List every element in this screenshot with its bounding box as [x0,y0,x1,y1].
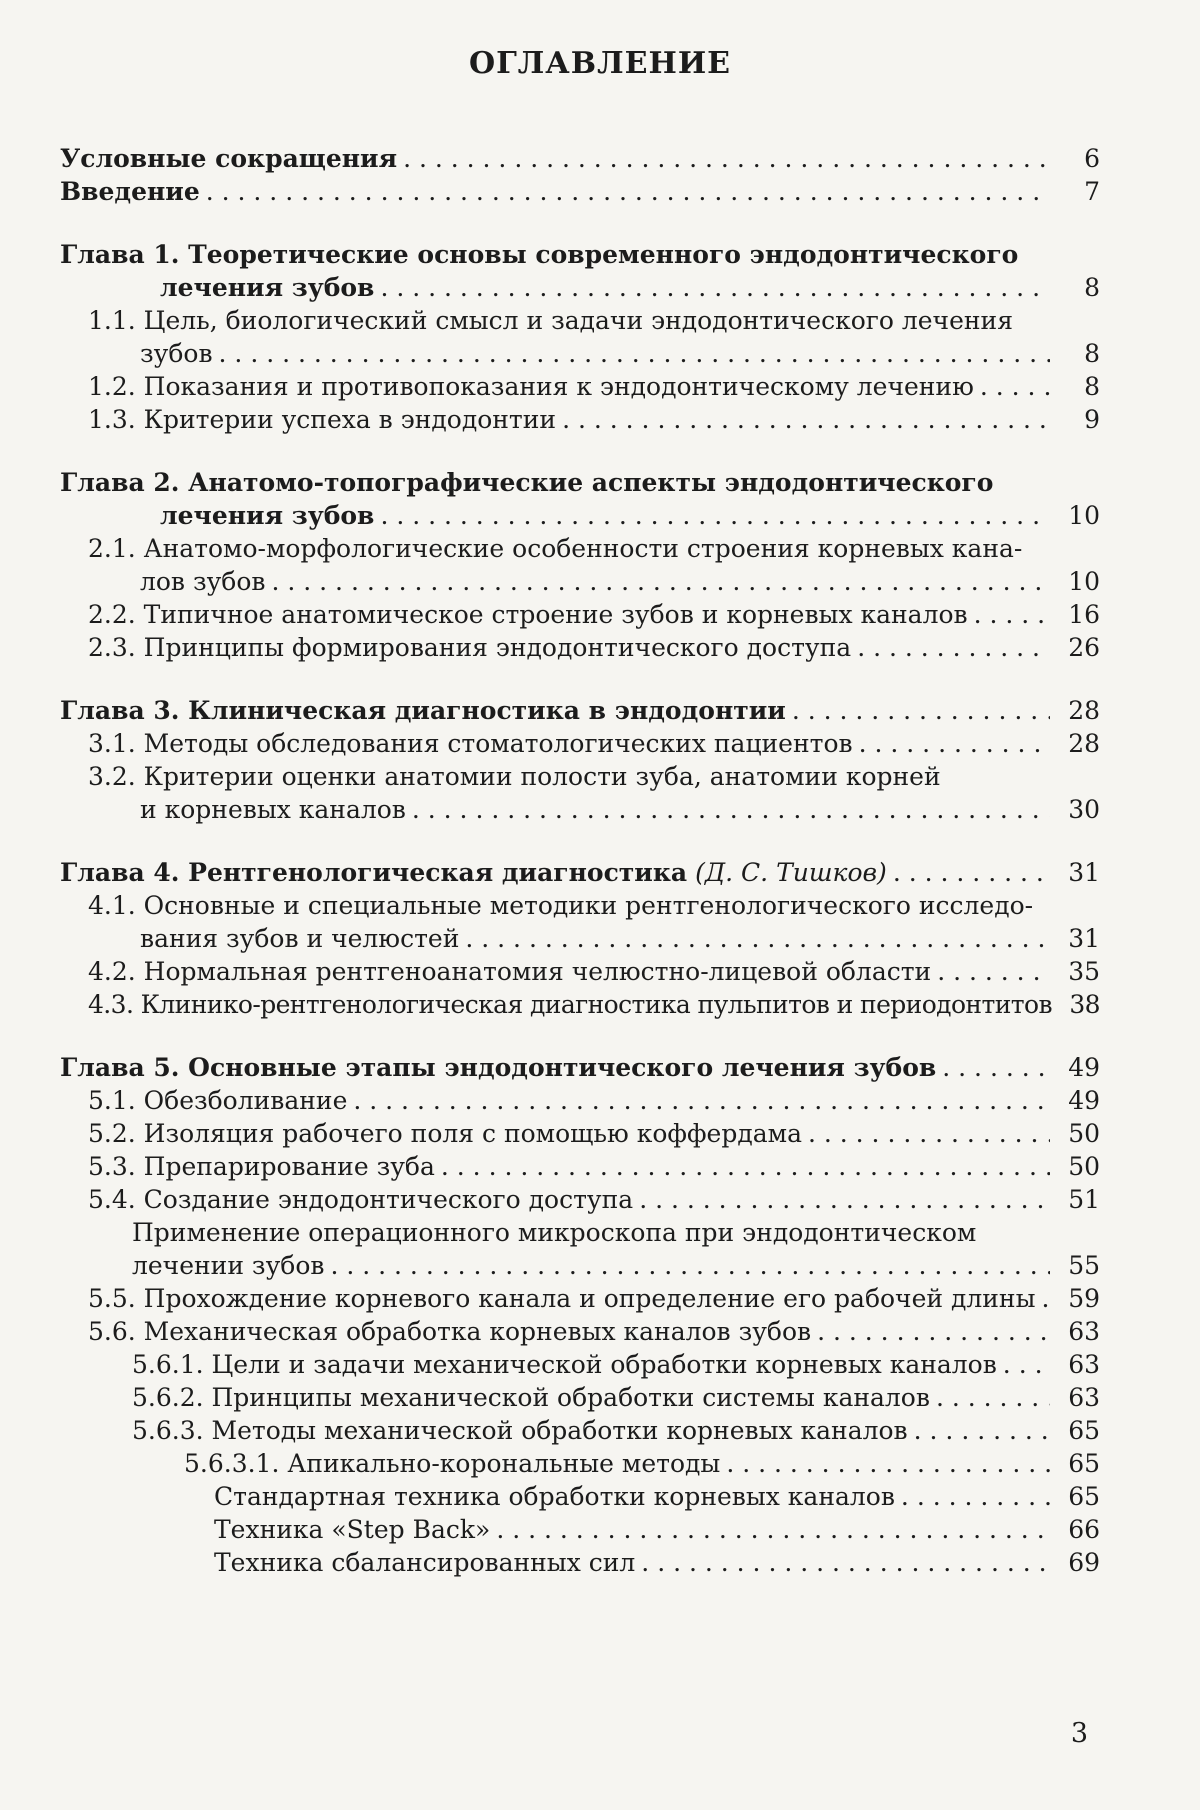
toc-item[interactable] [60,1315,1100,1348]
dot-leader [380,499,1050,532]
toc-entry-text: 5.6.3.1. Апикально-корональные методы [184,1449,721,1478]
dot-leader [857,631,1050,664]
toc-page-number: 28 [1068,696,1100,725]
toc-author: (Д. С. Тишков) [695,858,887,887]
toc-page-number: 63 [1068,1350,1100,1379]
toc-page-number: 7 [1084,177,1100,206]
toc-page-number: 16 [1068,600,1100,629]
toc-entry-text: 5.6.2. Принципы механической обработки системы каналов [132,1383,930,1412]
dot-leader [330,1249,1050,1282]
toc-chapter[interactable] [60,175,1100,208]
toc-page-number: 6 [1084,144,1100,173]
dot-leader [412,793,1050,826]
dot-leader [206,175,1050,208]
dot-leader [936,1381,1050,1414]
page-title: ОГЛАВЛЕНИЕ [468,46,732,81]
toc-entry-text: 4.1. Основные и специальные методики рентгенологического исследо- [88,891,1034,920]
toc-entry-text: зубов [140,339,213,368]
section-gap [60,664,1100,694]
toc-entry-text: Глава 5. Основные этапы эндодонтического лечения зубов [60,1053,937,1082]
toc-entry-text: 2.1. Анатомо-морфологические особенности строения корневых кана- [88,534,1023,563]
toc-page-number: 50 [1068,1152,1100,1181]
dot-leader [353,1084,1050,1117]
toc-page-number: 63 [1068,1317,1100,1346]
toc-item[interactable] [60,1447,1100,1480]
dot-leader [641,1546,1050,1579]
toc-item[interactable] [60,403,1100,436]
toc-page-number: 65 [1068,1416,1100,1445]
toc-entry-text: 5.2. Изоляция рабочего поля с помощью коффердама [88,1119,802,1148]
toc-entry-text: Глава 1. Теоретические основы современного эндодонтического [60,240,1019,269]
toc-entry-text: 5.1. Обезболивание [88,1086,348,1115]
toc-item[interactable] [60,760,1100,826]
toc-entry-text: 4.3. Клинико-рентгенологическая диагностика пульпитов и периодонтитов [88,990,1052,1019]
toc-entry-text: 3.2. Критерии оценки анатомии полости зуба, анатомии корней [88,762,941,791]
toc-page-number: 26 [1068,633,1100,662]
dot-leader [380,271,1050,304]
toc-item[interactable] [60,1513,1100,1546]
toc-entry-text: Глава 2. Анатомо-топографические аспекты эндодонтического [60,468,994,497]
toc-item[interactable] [60,631,1100,664]
toc-entry-text: 1.1. Цель, биологический смысл и задачи эндодонтического лечения [88,306,1013,335]
toc-page-number: 8 [1084,339,1100,368]
dot-leader [403,142,1050,175]
toc-entry-text: 1.2. Показания и противопоказания к эндодонтическому лечению [88,372,974,401]
section-gap [60,826,1100,856]
section-gap [60,436,1100,466]
toc-item[interactable] [60,1183,1100,1216]
toc-item[interactable] [60,598,1100,631]
toc-page-number: 31 [1068,858,1100,887]
toc-entry-text: Глава 3. Клиническая диагностика в эндодонтии [60,696,786,725]
toc-entry-text: 5.6.1. Цели и задачи механической обработки корневых каналов [132,1350,997,1379]
dot-leader [817,1315,1050,1348]
toc-chapter[interactable] [60,856,1100,889]
section-gap [60,1021,1100,1051]
dot-leader [639,1183,1050,1216]
toc-item[interactable] [60,1381,1100,1414]
toc-page-number: 8 [1084,273,1100,302]
toc-page-number: 69 [1068,1548,1100,1577]
toc-item[interactable] [60,1117,1100,1150]
toc-chapter[interactable] [60,694,1100,727]
table-of-contents [60,142,1100,1579]
toc-entry-text: Глава 4. Рентгенологическая диагностика [60,858,688,887]
toc-page-number: 59 [1068,1284,1100,1313]
dot-leader [792,694,1050,727]
toc-item[interactable] [60,1414,1100,1447]
toc-entry-text: Техника сбалансированных сил [214,1548,636,1577]
toc-page-number: 55 [1068,1251,1100,1280]
toc-entry-text: 5.5. Прохождение корневого канала и определение его рабочей длины [88,1284,1036,1313]
toc-entry-text: 5.4. Создание эндодонтического доступа [88,1185,634,1214]
toc-item[interactable] [60,955,1100,988]
toc-page-number: 49 [1068,1053,1100,1082]
toc-item[interactable] [60,1282,1100,1315]
toc-item[interactable] [60,727,1100,760]
toc-page-number: 63 [1068,1383,1100,1412]
dot-leader [562,403,1050,436]
dot-leader [1042,1282,1051,1315]
toc-entry-text: 1.3. Критерии успеха в эндодонтии [88,405,557,434]
toc-page-number: 51 [1068,1185,1100,1214]
toc-entry-text: 5.3. Препарирование зуба [88,1152,435,1181]
dot-leader [901,1480,1050,1513]
toc-entry-text: Техника «Step Back» [214,1515,491,1544]
toc-item[interactable] [60,1150,1100,1183]
dot-leader [893,856,1050,889]
toc-page-number: 30 [1068,795,1100,824]
toc-item[interactable] [60,988,1100,1021]
toc-entry-text: 5.6. Механическая обработка корневых каналов зубов [88,1317,812,1346]
toc-entry-text: лечения зубов [160,501,375,530]
dot-leader [942,1051,1050,1084]
toc-entry-text: 4.2. Нормальная рентгеноанатомия челюстно-лицевой области [88,957,932,986]
dot-leader [980,370,1050,403]
toc-page-number: 28 [1068,729,1100,758]
toc-page-number: 8 [1084,372,1100,401]
toc-item[interactable] [60,532,1100,598]
toc-entry-text: 2.2. Типичное анатомическое строение зубов и корневых каналов [88,600,968,629]
toc-entry-text: вания зубов и челюстей [140,924,460,953]
toc-entry-text: 2.3. Принципы формирования эндодонтического доступа [88,633,852,662]
toc-entry-text: лов зубов [140,567,266,596]
toc-item[interactable] [60,1216,1100,1282]
toc-entry-text: Введение [60,177,200,206]
toc-entry-text: 5.6.3. Методы механической обработки корневых каналов [132,1416,908,1445]
toc-entry-text: и корневых каналов [140,795,406,824]
toc-page-number: 65 [1068,1449,1100,1478]
dot-leader [465,922,1050,955]
toc-page-number: 9 [1084,405,1100,434]
toc-chapter[interactable] [60,466,1100,532]
section-gap [60,208,1100,238]
toc-entry-text: 3.1. Методы обследования стоматологических пациентов [88,729,853,758]
toc-entry-text: лечении зубов [132,1251,325,1280]
toc-item[interactable] [60,889,1100,955]
dot-leader [496,1513,1050,1546]
dot-leader [914,1414,1050,1447]
dot-leader [271,565,1050,598]
toc-chapter[interactable] [60,1051,1100,1084]
toc-entry-text: лечения зубов [160,273,375,302]
toc-item[interactable] [60,1084,1100,1117]
toc-item[interactable] [60,1546,1100,1579]
dot-leader [1003,1348,1050,1381]
page-number: 3 [1070,1718,1088,1749]
toc-item[interactable] [60,370,1100,403]
dot-leader [974,598,1050,631]
dot-leader [808,1117,1050,1150]
dot-leader [859,727,1050,760]
toc-page-number: 66 [1068,1515,1100,1544]
toc-item[interactable] [60,304,1100,370]
toc-item[interactable] [60,1480,1100,1513]
toc-page-number: 65 [1068,1482,1100,1511]
dot-leader [219,337,1050,370]
dot-leader [441,1150,1050,1183]
toc-page-number: 31 [1068,924,1100,953]
toc-chapter[interactable] [60,238,1100,304]
toc-entry-text: Стандартная техника обработки корневых каналов [214,1482,895,1511]
dot-leader [937,955,1050,988]
toc-chapter[interactable] [60,142,1100,175]
toc-entry-text: Условные сокращения [60,144,398,173]
toc-item[interactable] [60,1348,1100,1381]
toc-page-number: 38 [1069,990,1100,1019]
toc-page-number: 10 [1068,501,1100,530]
toc-page-number: 10 [1068,567,1100,596]
toc-page-number: 50 [1068,1119,1100,1148]
toc-page-number: 49 [1068,1086,1100,1115]
dot-leader [726,1447,1050,1480]
toc-page-number: 35 [1068,957,1100,986]
toc-entry-text: Применение операционного микроскопа при эндодонтическом [132,1218,977,1247]
